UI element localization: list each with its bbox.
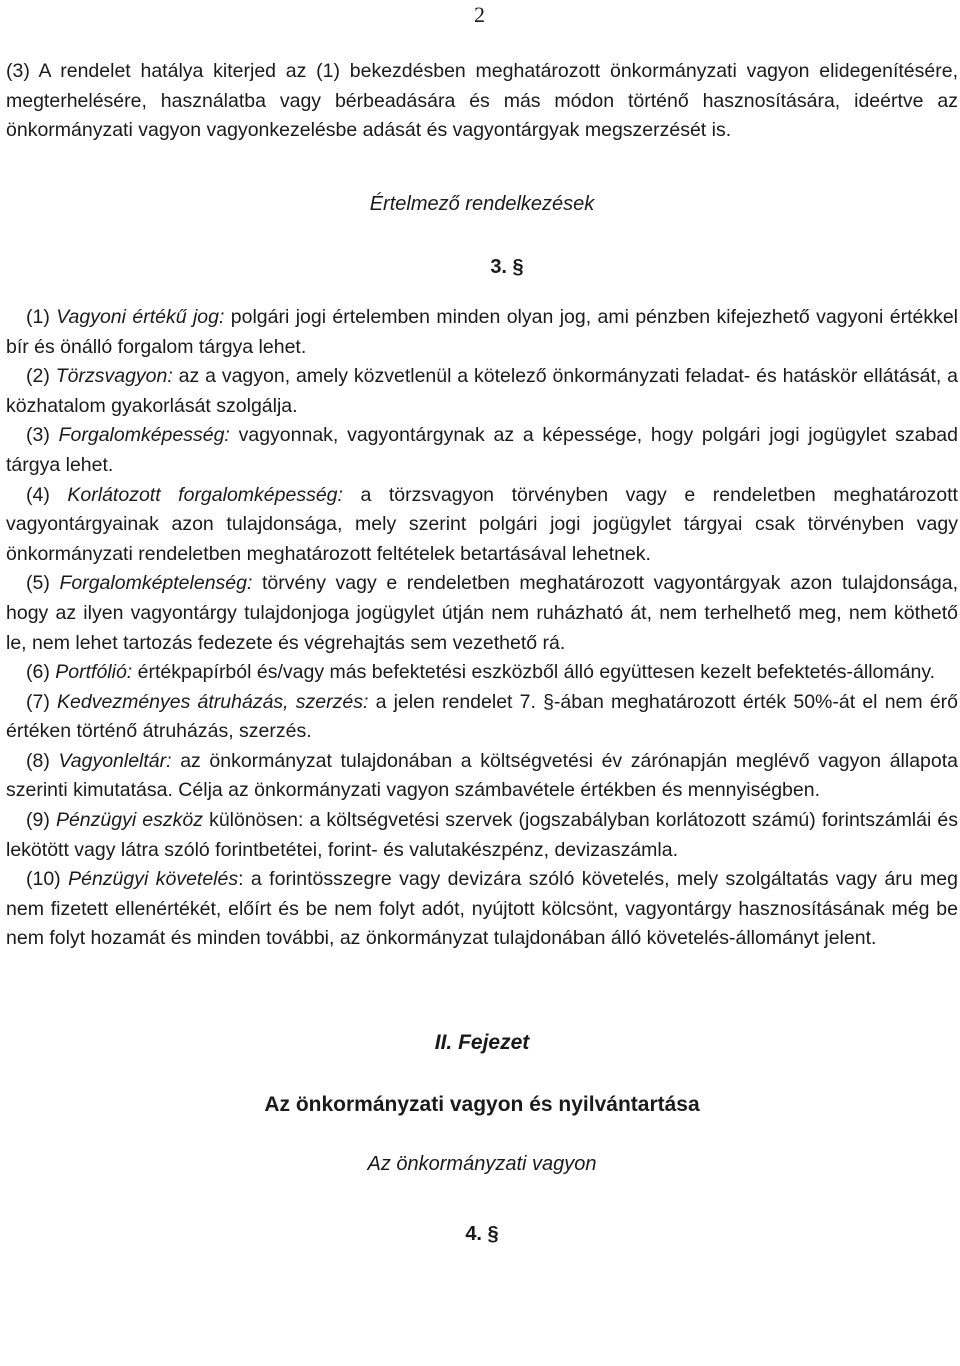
- definition-item: [6, 806, 958, 865]
- definitions-list: [6, 303, 958, 954]
- definition-term: Vagyonleltár:: [58, 749, 172, 772]
- definition-text: az a vagyon, amely közvetlenül a kötelező önkormányzati feladat- és hatáskör ellátását, a közhatalom gyakorlását szolgálja.: [6, 365, 959, 417]
- definition-term: Pénzügyi eszköz: [55, 809, 203, 832]
- intro-paragraph: (3) A rendelet hatálya kiterjed az (1) bekezdésben meghatározott önkormányzati vagyon elidegenítésére, megterhelésére, használatba vagy bérbeadására és más módon történő hasznosítására, ideértve az önkormányzati vagyon vagyonkezelésbe adását és vagyontárgyak megszerzését is.: [6, 60, 958, 142]
- definition-text: a törzsvagyon törvényben vagy e rendeletben meghatározott vagyontárgyainak azon tulajdonsága, mely szerint polgári jogi jogügylet tárgyai csak törvényben vagy önkormányzati rendeletben meghatározott feltételek betartásával lehetnek.: [6, 483, 958, 565]
- definition-text: vagyonnak, vagyontárgynak az a képessége, hogy polgári jogi jogügylet szabad tárgya lehet.: [6, 424, 958, 476]
- definition-item: [6, 569, 958, 658]
- definition-item: [6, 688, 958, 747]
- definition-number: (8): [26, 749, 50, 772]
- definition-item: [6, 481, 958, 570]
- definition-text: : a forintösszegre vagy devizára szóló követelés, mely szolgáltatás vagy áru meg nem fizetett ellenértékét, előírt és be nem folyt adót, nyújtott kölcsönt, vagyontárgy hasznosításának még be nem folyt hozamát és minden további, az önkormányzat tulajdonában álló követelés-állományt jelent.: [6, 868, 958, 950]
- definition-term: Vagyoni értékű jog:: [56, 305, 225, 328]
- definition-text: különösen: a költségvetési szervek (jogszabályban korlátozott számú) forintszámlái és lekötött vagy látra szóló forintbetétei, forint- és valutakészpénz, devizaszámla.: [6, 809, 959, 861]
- definition-text: polgári jogi értelemben minden olyan jog, ami pénzben kifejezhető vagyoni értékkel bír és önálló forgalom tárgya lehet.: [6, 305, 959, 358]
- definition-term: Pénzügyi követelés: [68, 868, 239, 891]
- definition-text: a jelen rendelet 7. §-ában meghatározott érték 50%-át el nem érő értéken történő átruházás, szerzés.: [6, 690, 958, 743]
- definition-item: [6, 658, 958, 688]
- definition-term: Korlátozott forgalomképesség:: [67, 483, 343, 506]
- definition-item: [6, 303, 958, 362]
- definition-term: Kedvezményes átruházás, szerzés:: [57, 690, 369, 713]
- definition-term: Portfólió:: [55, 661, 133, 684]
- definition-number: (2): [26, 365, 50, 388]
- definition-number: (1): [26, 305, 50, 328]
- definition-text: az önkormányzat tulajdonában a költségvetési év zárónapján meglévő vagyon állapota szerinti kimutatása. Célja az önkormányzati vagyon számbavétele értékben és mennyiségben.: [6, 749, 959, 802]
- definition-number: (4): [26, 483, 50, 506]
- definition-item: [6, 362, 958, 421]
- next-section-number: 4. §: [465, 1222, 499, 1245]
- definition-number: (9): [26, 809, 50, 832]
- definition-text: értékpapírból és/vagy más befektetési eszközből álló együttesen kezelt befektetés-állomány.: [132, 661, 936, 684]
- document-body: [6, 0, 958, 1249]
- definition-item: [6, 421, 958, 480]
- definition-term: Forgalomképesség:: [58, 424, 230, 447]
- definition-number: (3): [26, 424, 50, 447]
- definition-number: (10): [26, 868, 61, 891]
- section-heading: Értelmező rendelkezések: [369, 192, 595, 215]
- chapter-label: II. Fejezet: [434, 1031, 530, 1055]
- page-number: 2: [474, 2, 485, 27]
- definition-text: törvény vagy e rendeletben meghatározott vagyontárgyak azon tulajdonsága, hogy az ilyen vagyontárgy tulajdonjoga jogügylet útján nem ruházható át, nem terhelhető meg, nem köthető le, nem lehet tartozás fedezete és végrehajtás sem vezethető rá.: [6, 572, 958, 654]
- definition-number: (6): [26, 661, 50, 684]
- definition-number: (7): [26, 690, 50, 713]
- definition-number: (5): [26, 572, 50, 595]
- subsection-title: Az önkormányzati vagyon: [367, 1153, 597, 1176]
- chapter-title: Az önkormányzati vagyon és nyilvántartása: [264, 1092, 700, 1116]
- section-number: 3. §: [490, 256, 524, 279]
- definition-item: [6, 747, 958, 806]
- definition-item: [6, 865, 958, 954]
- definition-term: Törzsvagyon:: [55, 365, 173, 388]
- definition-term: Forgalomképtelenség:: [59, 572, 253, 595]
